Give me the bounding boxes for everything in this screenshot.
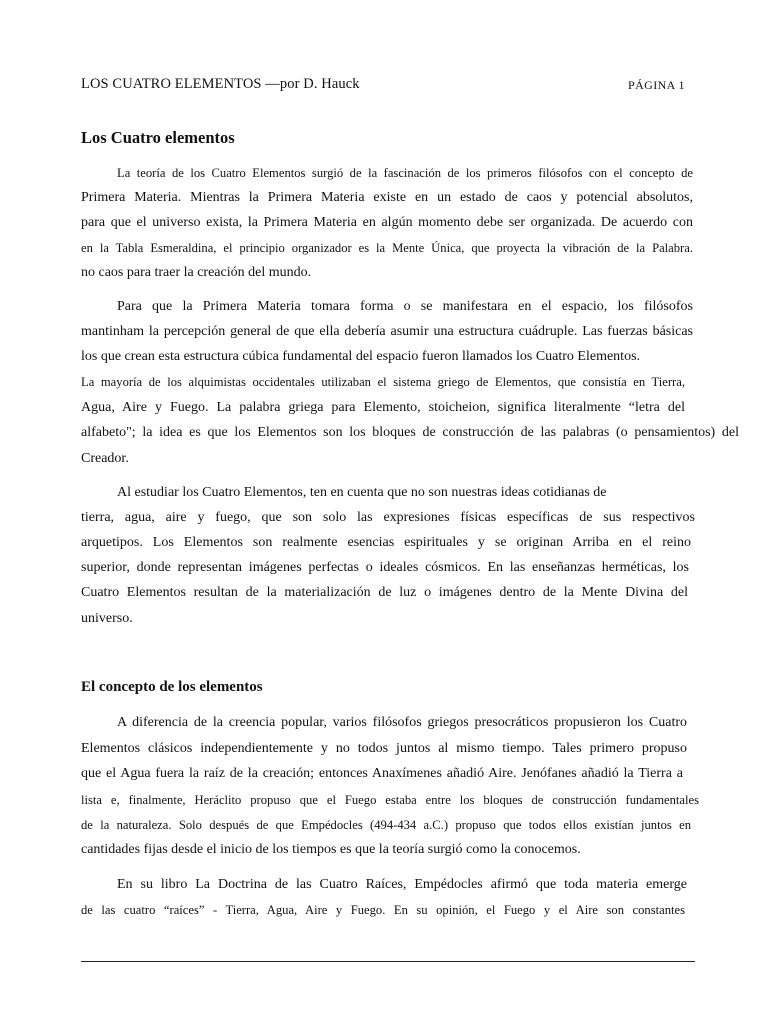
paragraph-line: los que crean esta estructura cúbica fundamental del espacio fueron llamados los Cuatro Elementos. (81, 349, 641, 364)
paragraph-line: lista e, finalmente, Heráclito propuso que el Fuego estaba entre los bloques de construcción fundamentales (81, 793, 699, 807)
paragraph-line: Agua, Aire y Fuego. La palabra griega para Elemento, stoicheion, significa literalmente “letra del (81, 400, 685, 415)
section-heading: El concepto de los elementos (81, 679, 263, 695)
paragraph-line: Primera Materia. Mientras la Primera Materia existe en un estado de caos y potencial absolutos, (81, 190, 693, 205)
paragraph-line: para que el universo exista, la Primera Materia en algún momento debe ser organizada. De acuerdo con (81, 215, 693, 230)
section-heading: Los Cuatro elementos (81, 128, 235, 147)
paragraph-line: no caos para traer la creación del mundo. (81, 265, 312, 280)
paragraph-line: de la naturaleza. Solo después de que Empédocles (494-434 a.C.) propuso que todos ellos existían juntos en (81, 818, 691, 832)
paragraph-line: universo. (81, 611, 133, 626)
page-number: PÁGINA 1 (628, 78, 685, 92)
paragraph-line: que el Agua fuera la raíz de la creación; entonces Anaxímenes añadió Aire. Jenófanes añadió la Tierra a (81, 766, 683, 781)
paragraph-line: La mayoría de los alquimistas occidentales utilizaban el sistema griego de Elementos, que consistía en Tierra, (81, 375, 685, 389)
paragraph-line: A diferencia de la creencia popular, varios filósofos griegos presocráticos propusieron los Cuatro (117, 715, 687, 730)
paragraph-line: Para que la Primera Materia tomara forma o se manifestara en el espacio, los filósofos (117, 299, 693, 314)
paragraph-line: En su libro La Doctrina de las Cuatro Raíces, Empédocles afirmó que toda materia emerge (117, 877, 687, 892)
paragraph-line: Elementos clásicos independientemente y no todos juntos al mismo tiempo. Tales primero propuso (81, 741, 687, 756)
paragraph-line: arquetipos. Los Elementos son realmente esencias espirituales y se originan Arriba en el reino (81, 535, 691, 550)
paragraph-line: de las cuatro “raíces” - Tierra, Agua, Aire y Fuego. En su opinión, el Fuego y el Aire son constantes (81, 903, 685, 917)
paragraph-line: alfabeto"; la idea es que los Elementos son los bloques de construcción de las palabras (o pensamientos) del (81, 425, 739, 440)
paragraph-line: La teoría de los Cuatro Elementos surgió de la fascinación de los primeros filósofos con el concepto de (117, 166, 693, 180)
paragraph-line: mantinham la percepción general de que ella debería asumir una estructura cuádruple. Las fuerzas básicas (81, 324, 693, 339)
footer-divider (81, 961, 695, 962)
paragraph-line: cantidades fijas desde el inicio de los tiempos es que la teoría surgió como la conocemos. (81, 842, 581, 857)
running-header-title: LOS CUATRO ELEMENTOS —por D. Hauck (81, 76, 360, 92)
paragraph-line: tierra, agua, aire y fuego, que son solo las expresiones físicas específicas de sus respectivos (81, 510, 695, 525)
paragraph-line: Cuatro Elementos resultan de la materialización de luz o imágenes dentro de la Mente Divina del (81, 585, 688, 600)
paragraph-line: en la Tabla Esmeraldina, el principio organizador es la Mente Única, que proyecta la vibración de la Palabra. (81, 241, 693, 255)
paragraph-line: superior, donde representan imágenes perfectas o ideales cósmicos. En las enseñanzas herméticas, los (81, 560, 689, 575)
paragraph-line: Creador. (81, 451, 129, 466)
paragraph-line: Al estudiar los Cuatro Elementos, ten en cuenta que no son nuestras ideas cotidianas de (117, 485, 607, 500)
